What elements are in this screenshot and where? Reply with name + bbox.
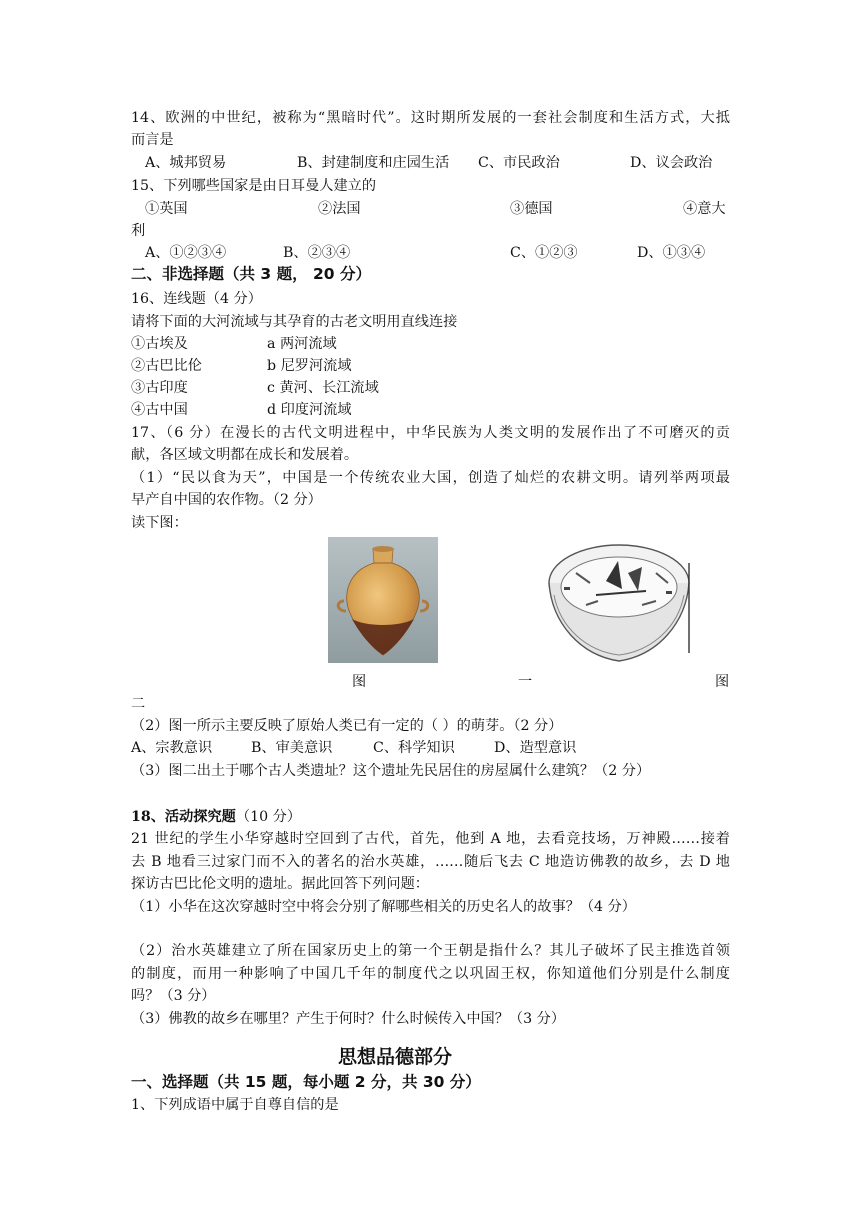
q16-left-3: ③古印度 [131, 380, 188, 396]
q18-title-bold: 18、活动探究题 [131, 809, 236, 825]
q15-item-1: ①英国 [145, 201, 188, 217]
q15-stem: 15、下列哪些国家是由日耳曼人建立的 [131, 178, 377, 194]
q18-title [131, 807, 301, 827]
q18-para-line1: 21 世纪的学生小华穿越时空回到了古代，首先，他到 A 地，去看竞技场，万神殿……接着 [131, 831, 730, 847]
q18-part2-line1: （2）治水英雄建立了所在国家历史上的第一个王朝是指什么？其儿子破坏了民主推选首领 [131, 943, 730, 959]
q16-instruction: 请将下面的大河流域与其孕育的古老文明用直线连接 [131, 314, 458, 330]
q18-part2-line3: 吗？（3 分） [131, 988, 216, 1004]
q16-right-4: d 印度河流域 [267, 402, 352, 418]
q15-option-a: A、①②③④ [145, 245, 227, 261]
q15-item-3: ③德国 [510, 201, 553, 217]
figure-2-caption: 图 [715, 674, 730, 690]
q17-part1-wrap: 早产自中国的农作物。（2 分） [131, 492, 322, 508]
q15-item-wrap: 利 [131, 223, 146, 239]
q16-right-3: c 黄河、长江流域 [267, 380, 379, 396]
q14-option-c: C、市民政治 [478, 155, 560, 171]
part2-title: 思想品德部分 [337, 1046, 452, 1068]
q15-option-d: D、①③④ [637, 245, 706, 261]
q16-left-1: ①古埃及 [131, 336, 188, 352]
q14-option-a: A、城邦贸易 [145, 155, 227, 171]
q15-item-2: ②法国 [318, 201, 361, 217]
figure-1-caption-b: 一 [518, 674, 533, 690]
q18-part3: （3）佛教的故乡在哪里？产生于何时？什么时候传入中国？（3 分） [131, 1011, 566, 1027]
q16-right-2: b 尼罗河流域 [267, 358, 352, 374]
q16-left-2: ②古巴比伦 [131, 358, 202, 374]
figure-2-caption-wrap: 二 [131, 696, 146, 712]
figure-1-caption-a: 图 [352, 674, 367, 690]
q17-stem-wrap: 献，各区域文明都在成长和发展着。 [131, 447, 359, 463]
q15-option-c: C、①②③ [510, 245, 578, 261]
q17-part1: （1）“民以食为天”，中国是一个传统农业大国，创造了灿烂的农耕文明。请列举两项最 [131, 470, 730, 486]
q16-right-1: a 两河流域 [267, 336, 337, 352]
q17-read-figure: 读下图： [131, 515, 188, 531]
q17-stem: 17、（6 分）在漫长的古代文明进程中，中华民族为人类文明的发展作出了不可磨灭的贡 [131, 425, 730, 441]
part2-q1: 1、下列成语中属于自尊自信的是 [131, 1097, 339, 1113]
q16-title: 16、连线题（4 分） [131, 291, 262, 307]
q15-option-b: B、②③④ [283, 245, 351, 261]
q15-item-4: ④意大 [683, 201, 726, 217]
q14-stem-wrap: 而言是 [131, 132, 174, 148]
q14-stem: 14、欧洲的中世纪，被称为“黑暗时代”。这时期所发展的一套社会制度和生活方式，大抵 [131, 110, 730, 126]
q14-option-d: D、议会政治 [630, 155, 713, 171]
q18-part2-line2: 的制度，而用一种影响了中国几千年的制度代之以巩固王权，你知道他们分别是什么制度 [131, 966, 730, 982]
q18-para-line3: 探访古巴比伦文明的遗址。据此回答下列问题： [131, 876, 429, 892]
q18-para-line2: 去 B 地看三过家门而不入的著名的治水英雄，……随后飞去 C 地造访佛教的故乡，去 D 地 [131, 854, 730, 870]
section2-heading: 二、非选择题（共 3 题， 20 分） [131, 265, 371, 283]
q17-part2: （2）图一所示主要反映了原始人类已有一定的（ ）的萌芽。（2 分） [131, 718, 563, 734]
figure-2-basin-image [546, 543, 692, 671]
q18-title-points: （10 分） [235, 809, 302, 825]
q17-part3: （3）图二出土于哪个古人类遗址？这个遗址先民居住的房屋属什么建筑？（2 分） [131, 763, 651, 779]
q16-left-4: ④古中国 [131, 402, 188, 418]
q17-part2-option-d: D、造型意识 [494, 740, 577, 756]
q14-option-b: B、封建制度和庄园生活 [297, 155, 450, 171]
part2-section-heading: 一、选择题（共 15 题，每小题 2 分，共 30 分） [131, 1073, 481, 1091]
q17-part2-option-b: B、审美意识 [251, 740, 333, 756]
q17-part2-option-a: A、宗教意识 [131, 740, 213, 756]
q18-part1: （1）小华在这次穿越时空中将会分别了解哪些相关的历史名人的故事？（4 分） [131, 899, 636, 915]
q17-part2-option-c: C、科学知识 [373, 740, 455, 756]
figure-1-jar-image [328, 537, 438, 663]
